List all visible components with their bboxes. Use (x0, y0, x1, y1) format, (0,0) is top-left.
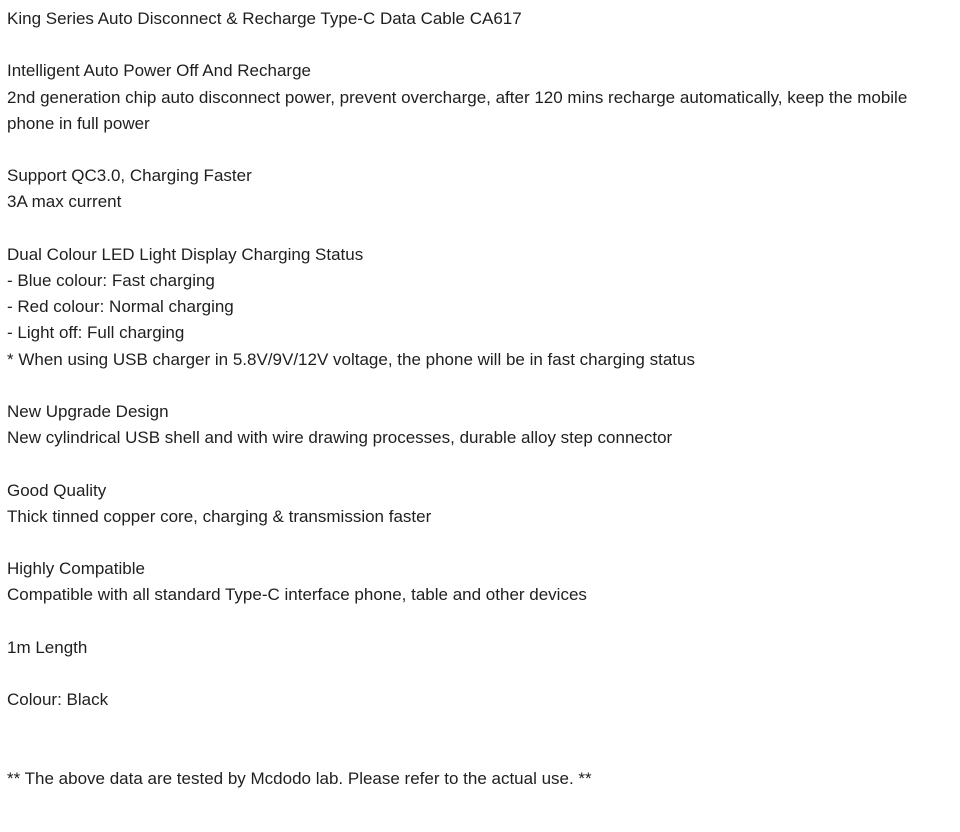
colour-spec: Colour: Black (7, 690, 109, 710)
list-item: - Red colour: Normal charging (7, 297, 234, 317)
spacer (7, 216, 947, 242)
spacer (7, 530, 947, 556)
section-led-status (7, 242, 947, 373)
section-note: * When using USB charger in 5.8V/9V/12V voltage, the phone will be in fast charging status (7, 349, 695, 369)
section-heading: Dual Colour LED Light Display Charging Status (7, 244, 364, 264)
section-text: Compatible with all standard Type-C interface phone, table and other devices (7, 585, 587, 605)
section-compatible (7, 556, 947, 608)
section-qc3 (7, 163, 947, 215)
spacer (7, 137, 947, 163)
spacer (7, 451, 947, 477)
footnote: ** The above data are tested by Mcdodo lab. Please refer to the actual use. ** (7, 768, 592, 788)
section-text: 3A max current (7, 192, 122, 212)
section-text: New cylindrical USB shell and with wire drawing processes, durable alloy step connector (7, 428, 673, 448)
spacer (7, 373, 947, 399)
section-heading: Support QC3.0, Charging Faster (7, 166, 252, 186)
list-item: - Blue colour: Fast charging (7, 270, 215, 290)
spacer (7, 661, 947, 687)
product-title: King Series Auto Disconnect & Recharge Type-C Data Cable CA617 (7, 9, 522, 28)
spacer (7, 609, 947, 635)
section-auto-power-off (7, 58, 947, 137)
section-heading: Highly Compatible (7, 559, 145, 579)
section-heading: New Upgrade Design (7, 401, 169, 421)
section-text: Thick tinned copper core, charging & transmission faster (7, 506, 432, 526)
section-heading: Intelligent Auto Power Off And Recharge (7, 61, 311, 81)
length-spec: 1m Length (7, 637, 88, 657)
section-upgrade-design (7, 399, 947, 451)
section-heading: Good Quality (7, 480, 107, 500)
section-text: 2nd generation chip auto disconnect power, prevent overcharge, after 120 mins recharge automatically, keep the mobile phone in full power (7, 87, 913, 133)
spacer (7, 32, 947, 58)
spacer (7, 713, 947, 765)
list-item: - Light off: Full charging (7, 323, 185, 343)
section-good-quality (7, 478, 947, 530)
product-description (7, 6, 947, 792)
